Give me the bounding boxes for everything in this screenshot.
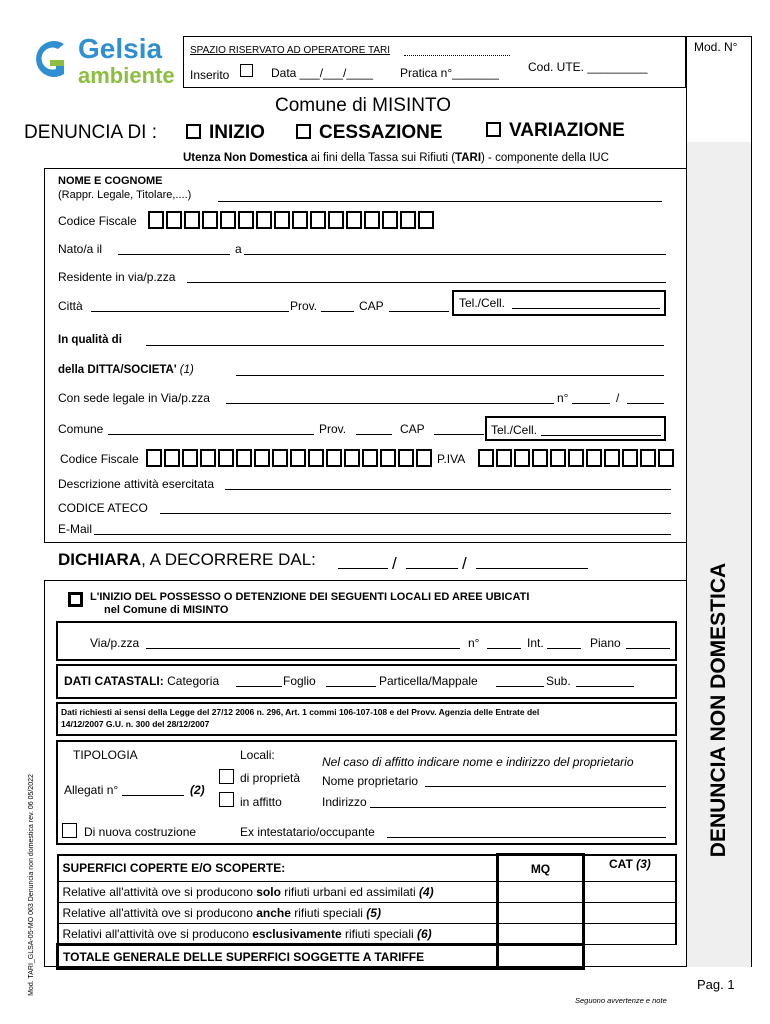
reserved-label: SPAZIO RISERVATO AD OPERATORE TARI — [190, 45, 391, 56]
affitto-label: in affitto — [240, 795, 282, 809]
company-logo — [28, 34, 178, 90]
tel-field[interactable] — [512, 308, 660, 309]
int-label: Int. — [527, 636, 544, 650]
sede-label: Con sede legale in Via/p.zza — [58, 391, 210, 405]
superfici-header: SUPERFICI COPERTE E/O SCOPERTE: — [58, 855, 498, 882]
ateco-label: CODICE ATECO — [58, 501, 148, 515]
logo-name: Gelsia — [78, 33, 163, 64]
nato-field[interactable] — [118, 254, 230, 255]
comune-prov-label: Prov. — [319, 422, 347, 436]
superfici-row-3: Relativi all'attività ove si producono esclusivamente rifiuti speciali (6) — [58, 924, 498, 945]
allegati-note: (2) — [190, 783, 205, 797]
denuncia-label: DENUNCIA DI : — [24, 122, 158, 143]
nato-label: Nato/a il — [58, 242, 103, 256]
proprieta-checkbox[interactable] — [219, 769, 234, 784]
descr-label: Descrizione attività esercitata — [58, 477, 215, 491]
mod-number-label: Mod. N° — [694, 40, 738, 54]
tel2-field[interactable] — [541, 435, 661, 436]
inserito-checkbox[interactable] — [240, 64, 253, 77]
sede-slash: / — [616, 391, 620, 405]
possesso-checkbox[interactable] — [68, 592, 83, 607]
dichiara-slash-2: / — [462, 554, 467, 573]
foglio-label: Foglio — [283, 674, 316, 688]
cessazione-label: CESSAZIONE — [319, 122, 443, 143]
ex-label: Ex intestatario/occupante — [240, 825, 375, 839]
piva-cells[interactable] — [478, 449, 676, 467]
piva-label: P.IVA — [437, 452, 466, 466]
dichiara-year[interactable] — [476, 568, 588, 569]
variazione-label: VARIAZIONE — [509, 120, 625, 141]
catastali-row: DATI CATASTALI: Categoria — [64, 674, 220, 688]
mq-cell-2[interactable] — [498, 903, 584, 924]
locali-label: Locali: — [240, 748, 275, 762]
comune-label: Comune — [58, 422, 104, 436]
mq-cell-3[interactable] — [498, 924, 584, 945]
indirizzo-label: Indirizzo — [322, 795, 367, 809]
cf-cells[interactable] — [148, 211, 436, 229]
legge-line2: 14/12/2007 G.U. n. 300 del 28/12/2007 — [61, 719, 210, 729]
cat-header: CAT (3) — [583, 855, 676, 882]
cod-ute-label: Cod. UTE. _________ — [528, 60, 648, 74]
qualita-label: In qualità di — [58, 334, 122, 346]
via-field[interactable] — [146, 648, 460, 649]
via-n-label: n° — [468, 636, 480, 650]
page-number: Pag. 1 — [697, 977, 735, 992]
residente-label: Residente in via/p.zza — [58, 270, 176, 284]
ditta-label: della DITTA/SOCIETA' (1) — [58, 364, 194, 376]
nome-label: NOME E COGNOME — [58, 175, 163, 187]
comune-cap-field[interactable] — [434, 434, 484, 435]
piano-label: Piano — [590, 636, 621, 650]
cat-cell-2[interactable] — [583, 903, 676, 924]
particella-label: Particella/Mappale — [379, 674, 478, 688]
via-label: Via/p.zza — [90, 636, 140, 650]
subtitle: Utenza Non Domestica ai fini della Tassa sui Rifiuti (TARI) - componente della IUC — [183, 152, 609, 164]
cessazione-checkbox[interactable] — [296, 124, 311, 139]
logo-mark-icon — [28, 36, 70, 82]
totale-label: TOTALE GENERALE DELLE SUPERFICI SOGGETTE A TARIFFE — [58, 945, 498, 969]
allegati-label: Allegati n° — [64, 783, 119, 797]
comune-field[interactable] — [108, 434, 314, 435]
data-label: Data ___/___/____ — [271, 66, 374, 80]
nuova-checkbox[interactable] — [62, 823, 77, 838]
rappr-label: (Rappr. Legale, Titolare,....) — [58, 189, 192, 201]
comune-prov-field[interactable] — [356, 434, 392, 435]
legge-line1: Dati richiesti ai sensi della Legge del 27/12 2006 n. 296, Art. 1 commi 106-107-108 e del Provv. Agenzia delle Entrate del — [61, 707, 540, 717]
totale-mq-cell[interactable] — [498, 945, 584, 969]
tel-label: Tel./Cell. — [459, 296, 506, 310]
cf2-label: Codice Fiscale — [60, 452, 139, 466]
sede-n-label: n° — [557, 391, 569, 405]
nato-a-label: a — [235, 242, 242, 256]
ditta-field[interactable] — [236, 375, 664, 376]
possesso-line2: nel Comune di MISINTO — [104, 604, 229, 616]
comune-title: Comune di MISINTO — [275, 95, 451, 116]
email-label: E-Mail — [58, 522, 93, 536]
dichiara-day[interactable] — [338, 568, 388, 569]
descr-field[interactable] — [225, 489, 671, 490]
citta-field[interactable] — [91, 311, 289, 312]
variazione-checkbox[interactable] — [486, 122, 501, 137]
superfici-table — [56, 853, 677, 970]
logo-subname: ambiente — [78, 63, 175, 88]
dichiara-label: DICHIARA, A DECORRERE DAL: — [58, 550, 316, 569]
ex-field[interactable] — [387, 837, 666, 838]
ateco-field[interactable] — [160, 513, 671, 514]
totale-cat-cell — [583, 945, 676, 969]
cf-label: Codice Fiscale — [58, 214, 137, 228]
prov-field[interactable] — [321, 311, 354, 312]
citta-label: Città — [58, 299, 83, 313]
dichiara-month[interactable] — [406, 568, 458, 569]
pratica-label: Pratica n°_______ — [400, 66, 499, 80]
cat-cell-1[interactable] — [583, 882, 676, 903]
piano-field[interactable] — [626, 648, 670, 649]
possesso-line1: L'INIZIO DEL POSSESSO O DETENZIONE DEI SEGUENTI LOCALI ED AREE UBICATI — [90, 591, 530, 603]
indirizzo-field[interactable] — [370, 807, 666, 808]
sub-label: Sub. — [546, 674, 571, 688]
nome-prop-field[interactable] — [425, 786, 666, 787]
nuova-label: Di nuova costruzione — [84, 825, 197, 839]
email-field[interactable] — [94, 534, 671, 535]
comune-cap-label: CAP — [400, 422, 425, 436]
via-n-field[interactable] — [487, 648, 521, 649]
cap-field[interactable] — [389, 311, 449, 312]
superfici-row-2: Relative all'attività ove si producono anche rifiuti speciali (5) — [58, 903, 498, 924]
affitto-note: Nel caso di affitto indicare nome e indirizzo del proprietario — [322, 755, 634, 769]
via-box — [56, 621, 677, 661]
luogo-field[interactable] — [244, 254, 666, 255]
cf2-cells[interactable] — [146, 449, 434, 467]
cat-cell-3[interactable] — [583, 924, 676, 945]
residente-field[interactable] — [187, 282, 666, 283]
superfici-row-1: Relative all'attività ove si producono solo rifiuti urbani ed assimilati (4) — [58, 882, 498, 903]
proprieta-label: di proprietà — [240, 771, 301, 785]
mq-header: MQ — [498, 855, 584, 882]
categoria-field[interactable] — [236, 686, 282, 687]
inserito-label: Inserito — [190, 68, 230, 82]
prov-label: Prov. — [290, 299, 318, 313]
qualita-field[interactable] — [146, 345, 664, 346]
int-field[interactable] — [547, 648, 581, 649]
cap-label: CAP — [359, 299, 384, 313]
inizio-checkbox[interactable] — [186, 124, 201, 139]
sede-n-field[interactable] — [572, 403, 610, 404]
tipologia-label: TIPOLOGIA — [73, 748, 138, 762]
mq-cell-1[interactable] — [498, 882, 584, 903]
affitto-checkbox[interactable] — [219, 792, 234, 807]
nome-field[interactable] — [218, 201, 662, 202]
seguono-note: Seguono avvertenze e note — [575, 996, 667, 1005]
tel2-label: Tel./Cell. — [491, 423, 538, 437]
nome-prop-label: Nome proprietario — [322, 774, 419, 788]
allegati-field[interactable] — [122, 795, 184, 796]
sub-field[interactable] — [576, 686, 634, 687]
sede-field[interactable] — [226, 403, 554, 404]
foglio-field[interactable] — [326, 686, 376, 687]
particella-field[interactable] — [496, 686, 544, 687]
sede-bis-field[interactable] — [627, 403, 664, 404]
inizio-label: INIZIO — [209, 122, 265, 143]
dichiara-slash-1: / — [392, 554, 397, 573]
